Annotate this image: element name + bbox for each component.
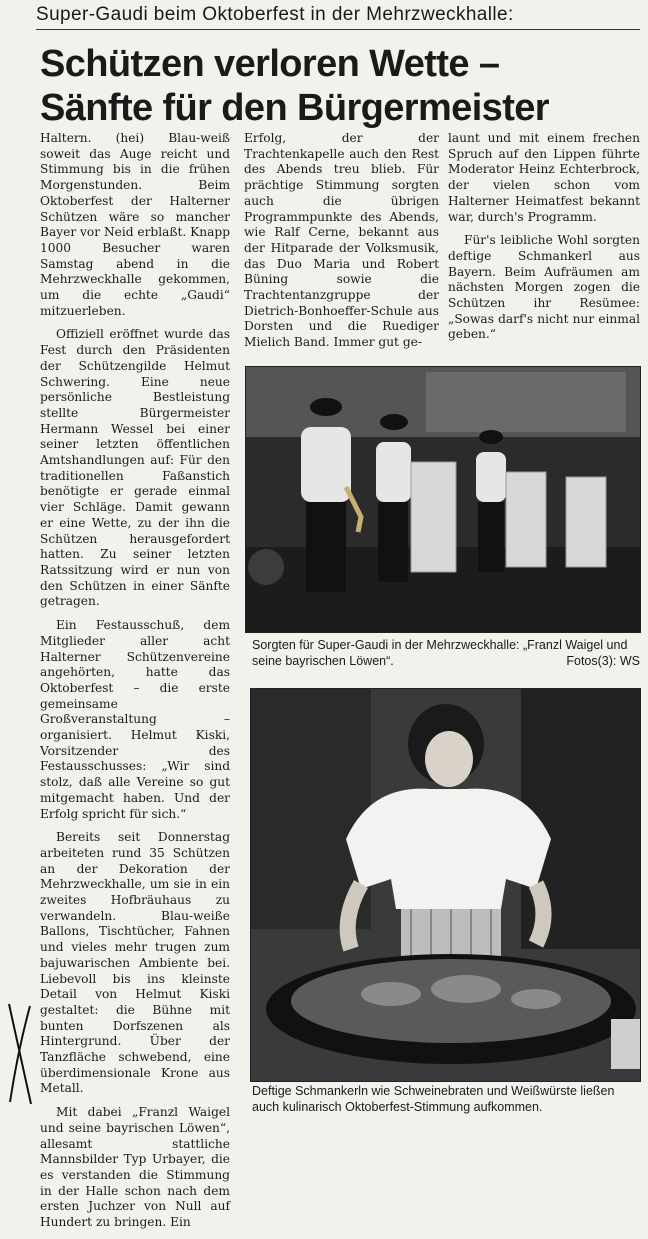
article-column-1 bbox=[40, 131, 230, 1239]
food-photo-caption: Deftige Schmankerln wie Schweinebraten und Weißwürste ließen auch kulinarisch Oktoberfest-Stimmung aufkommen. bbox=[252, 1084, 615, 1114]
paragraph: Offiziell eröffnet wurde das Fest durch den Präsidenten der Schützengilde Helmut Schwering. Eine neue persönliche Bestleistung stellte Bürgermeister Hermann Wessel bei einer seiner letzten öffentlichen Amtshandlungen auf: Für den traditionellen Faßanstich benötigte er gerade einmal vier Schläge. Damit gewann er eine Wette, zu der ihn die Schützen herausgefordert hatten. Zu seiner letzten Ratssitzung wird er nun von den Schützen in einer Sänfte getragen. bbox=[40, 327, 230, 609]
photo-credit: Fotos(3): WS bbox=[566, 654, 640, 668]
food-photo bbox=[250, 688, 641, 1082]
headline-line-2: Sänfte für den Bürgermeister bbox=[40, 87, 549, 129]
headline bbox=[40, 42, 640, 130]
handwritten-cross-mark bbox=[6, 1000, 34, 1108]
paragraph: Für's leibliche Wohl sorgten deftige Schmankerl aus Bayern. Beim Aufräumen am nächsten Morgen zogen die Schützen ihr Resümee: „Sowas darf's nicht nur einmal geben.“ bbox=[448, 233, 640, 342]
headline-line-1: Schützen verloren Wette – bbox=[40, 43, 500, 85]
paragraph: Bereits seit Donnerstag arbeiteten rund 35 Schützen an der Dekoration der Mehrzweckhalle, um sie in ein zweites Hofbräuhaus zu verwandeln. Blau-weiße Ballons, Tischtücher, Fahnen und vieles mehr trugen zum bajuwarischen Ambiente bei. Liebevoll bis ins kleinste Detail von Helmut Kiski gestaltet: die Bühne mit bunten Dorfszenen als Hintergrund. Über der Tanzfläche schwebend, eine überdimensionale Krone aus Metall. bbox=[40, 830, 230, 1096]
paragraph: Erfolg, der der Trachtenkapelle auch den Rest des Abends treu blieb. Für prächtige Stimmung sorgten auch die übrigen Programmpunkte des Abends, wie Ralf Cerne, bekannt aus der Hitparade der Volksmusik, das Duo Maria und Robert Büning sowie die Trachtentanzgruppe der Dietrich-Bonhoeffer-Schule aus Dorsten und die Ruediger Mielich Band. Immer gut ge- bbox=[244, 131, 439, 350]
caption-text: Sorgten für Super-Gaudi in der Mehrzweckhalle: „Franzl Waigel und seine bayrischen Löwen“. bbox=[252, 638, 628, 668]
paragraph: Haltern. (hei) Blau-weiß soweit das Auge reicht und Stimmung bis in die frühen Morgenstunden. Beim Oktoberfest der Halterner Schützen wäre so mancher Bayer vor Neid erblaßt. Knapp 1000 Besucher waren Samstag abend in die Mehrzweckhalle gekommen, um die echte „Gaudi“ mitzuerleben. bbox=[40, 131, 231, 318]
kicker-line: Super-Gaudi beim Oktoberfest in der Mehrzweckhalle: bbox=[36, 4, 514, 25]
paragraph: Ein Festausschuß, dem Mitglieder aller acht Halterner Schützenvereine angehörten, hatte das Oktoberfest – die erste gemeinsame Großveranstaltung – organisiert. Helmut Kiski, Vorsitzender des Festausschusses: „Wir sind stolz, daß alle Vereine so gut mitgemacht haben. Und der Erfolg spricht für sich.“ bbox=[40, 618, 230, 821]
band-photo-image bbox=[246, 367, 640, 632]
article-column-3 bbox=[448, 131, 640, 351]
food-photo-image bbox=[251, 689, 640, 1081]
kicker-divider bbox=[36, 29, 640, 30]
band-photo bbox=[245, 366, 641, 633]
article-column-2 bbox=[244, 131, 439, 359]
band-photo-caption bbox=[252, 637, 640, 669]
paragraph: launt und mit einem frechen Spruch auf den Lippen führte Moderator Heinz Echterbrock, der vielen schon vom Halterner Heimatfest bekannt war, durch's Programm. bbox=[448, 131, 640, 224]
paragraph: Mit dabei „Franzl Waigel und seine bayrischen Löwen“, allesamt stattliche Mannsbilder Typ Urbayer, die es verstanden die Stimmung in der Halle schon nach dem ersten Juchzer von Null auf Hundert zu bringen. Ein bbox=[40, 1105, 230, 1230]
